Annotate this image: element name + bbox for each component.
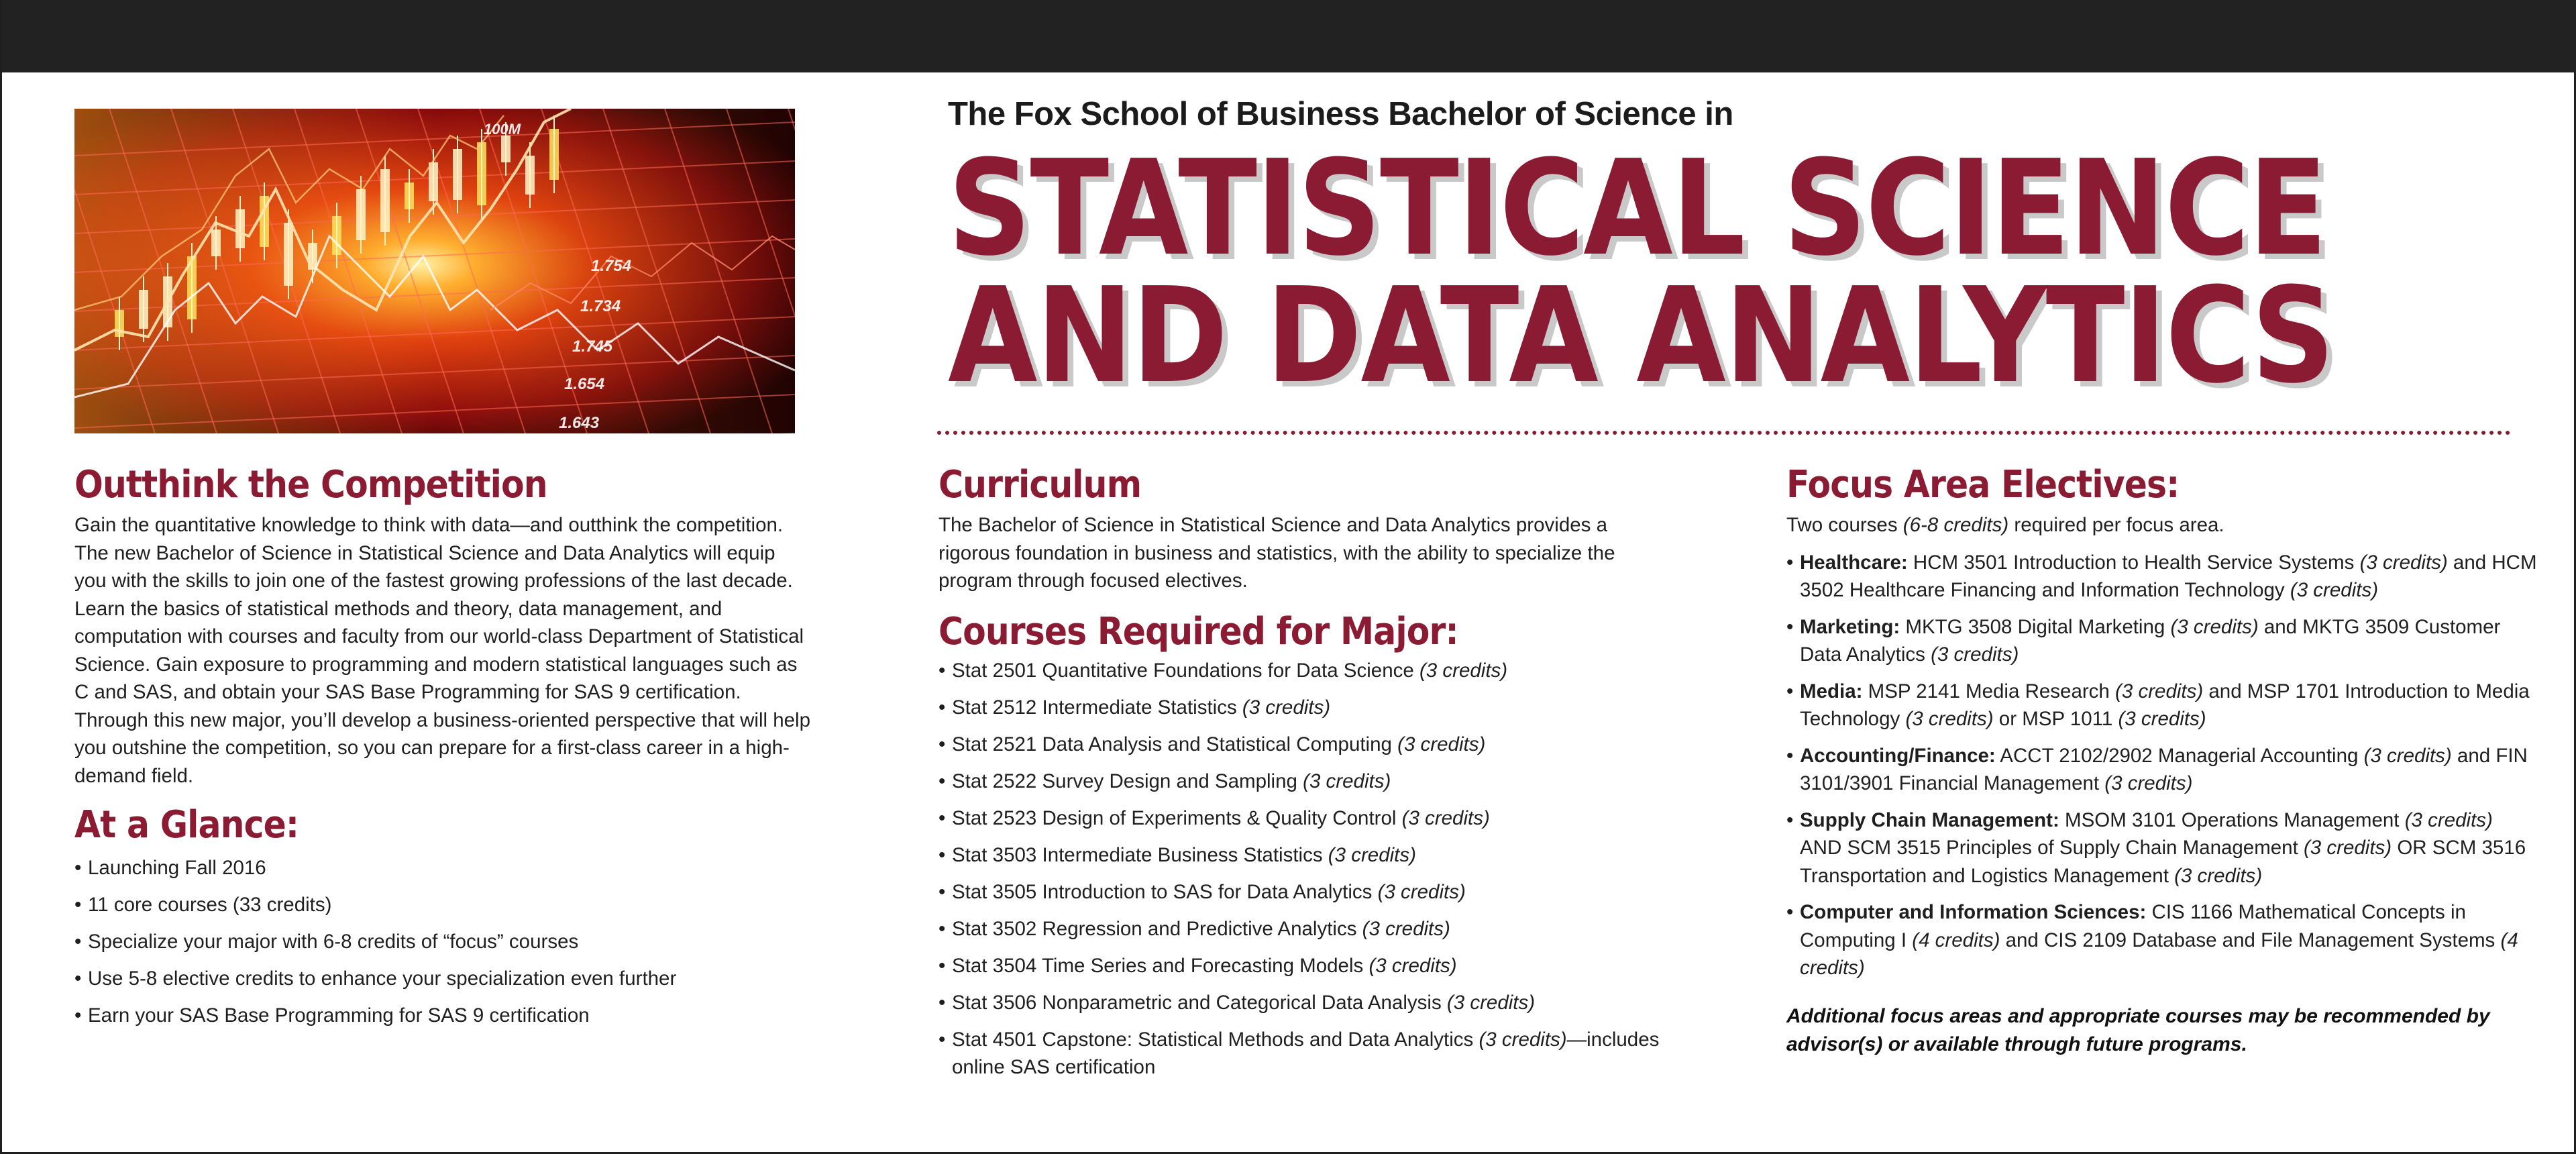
course-name: Stat 2512 Intermediate Statistics <box>952 696 1242 719</box>
column-right <box>1786 463 2538 1059</box>
focus-credits: (3 credits) <box>1905 708 1994 730</box>
focus-text: and MSP 1701 Introduction to Media Technology <box>1800 680 2530 730</box>
focus-credits: (3 credits) <box>2115 680 2204 702</box>
focus-text: and HCM 3502 Healthcare Financing and Information Technology <box>1800 551 2537 601</box>
focus-text: AND SCM 3515 Principles of Supply Chain Management <box>1800 837 2304 859</box>
course-credits: (3 credits) <box>1479 1028 1567 1051</box>
focus-list <box>1786 549 2538 982</box>
focus-credits: (4 credits) <box>1800 929 2518 979</box>
outthink-heading: Outthink the Competition <box>74 463 547 507</box>
focus-credits: (3 credits) <box>2404 808 2493 831</box>
courses-list <box>938 657 1676 1082</box>
column-left <box>74 463 812 1039</box>
focus-text: HCM 3501 Introduction to Health Service Systems <box>1907 551 2360 574</box>
focus-text: MSP 2141 Media Research <box>1862 680 2116 702</box>
program-subtitle: The Fox School of Business Bachelor of Science in <box>948 96 1733 132</box>
course-name: Stat 3506 Nonparametric and Categorical Data Analysis <box>952 991 1447 1014</box>
course-credits: (3 credits) <box>1303 770 1391 792</box>
course-item <box>938 768 1676 796</box>
glance-item: • 11 core courses (33 credits) <box>74 891 812 919</box>
course-credits: (3 credits) <box>1401 806 1490 829</box>
course-credits: (3 credits) <box>1419 659 1508 682</box>
course-credits: (3 credits) <box>1328 843 1416 866</box>
course-name: Stat 3504 Time Series and Forecasting Models <box>952 954 1369 977</box>
glance-item: • Specialize your major with 6-8 credits of “focus” courses <box>74 928 812 956</box>
focus-text: MSOM 3101 Operations Management <box>2059 808 2405 831</box>
course-item <box>938 694 1676 722</box>
hero-label-6: 1.643 <box>559 414 600 432</box>
course-item <box>938 804 1676 833</box>
course-note: —includes online SAS certification <box>952 1028 1660 1078</box>
hero-financial-chart-image <box>74 109 795 433</box>
focus-text: ACCT 2102/2902 Managerial Accounting <box>1995 744 2364 767</box>
course-credits: (3 credits) <box>1362 917 1450 940</box>
focus-credits: (3 credits) <box>1931 643 2019 666</box>
course-item <box>938 731 1676 759</box>
glance-item: • Earn your SAS Base Programming for SAS 9 certification <box>74 1002 812 1030</box>
column-middle <box>938 463 1676 1090</box>
focus-item-supply-chain <box>1786 806 2538 890</box>
glance-item: • Launching Fall 2016 <box>74 854 812 882</box>
course-name: Stat 3505 Introduction to SAS for Data Analytics <box>952 880 1378 903</box>
course-name: Stat 3503 Intermediate Business Statistics <box>952 843 1328 866</box>
glance-list <box>74 854 812 1030</box>
course-name: Stat 2521 Data Analysis and Statistical Computing <box>952 733 1398 755</box>
focus-item-marketing <box>1786 613 2538 669</box>
focus-item-accounting-finance <box>1786 742 2538 798</box>
glance-item: • Use 5-8 elective credits to enhance your specialization even further <box>74 965 812 993</box>
course-item <box>938 1026 1676 1082</box>
program-title-line-2: AND DATA ANALYTICS <box>948 260 2334 413</box>
focus-credits: (3 credits) <box>2303 837 2392 859</box>
outthink-body: Gain the quantitative knowledge to think with data—and outthink the competition. The new Bachelor of Science in Statistical Science and Data Analytics will equip you with the skills to join one of the fastest growing professions of the last decade. Learn the basics of statistical methods and theory, data management, and computation with courses and faculty from our world-class Department of Statistical Science. Gain exposure to programming and modern statistical languages such as C and SAS, and obtain your SAS Base Programming for SAS 9 certification. Through this new major, you’ll develop a business-oriented perspective that will help you outshine the competition, so you can prepare for a first-class career in a high-demand field. <box>74 514 811 787</box>
curriculum-body: The Bachelor of Science in Statistical Science and Data Analytics provides a rigorous foundation in business and statistics, with the ability to specialize the program through focused electives. <box>938 514 1615 592</box>
focus-credits: (3 credits) <box>2290 579 2379 601</box>
course-name: Stat 2522 Survey Design and Sampling <box>952 770 1303 792</box>
hero-label-4: 1.745 <box>572 337 613 356</box>
course-item <box>938 841 1676 870</box>
focus-text: OR SCM 3516 Transportation and Logistics Management <box>1800 837 2526 887</box>
focus-credits: (3 credits) <box>2363 744 2452 767</box>
hero-graphic <box>74 109 795 433</box>
focus-intro-credits: (6-8 credits) <box>1902 514 2009 536</box>
focus-item-cis <box>1786 898 2538 982</box>
course-item <box>938 952 1676 980</box>
course-credits: (3 credits) <box>1377 880 1466 903</box>
dotted-divider <box>937 431 2511 435</box>
focus-credits: (4 credits) <box>1912 929 2000 951</box>
glance-heading: At a Glance: <box>74 803 299 847</box>
focus-area: Healthcare: <box>1800 551 1908 574</box>
program-title-line-1: STATISTICAL SCIENCE <box>948 132 2326 285</box>
course-name: Stat 4501 Capstone: Statistical Methods and Data Analytics <box>952 1028 1479 1051</box>
focus-heading: Focus Area Electives: <box>1786 463 2180 507</box>
focus-text: or MSP 1011 <box>1993 708 2118 730</box>
top-bar <box>2 0 2576 72</box>
focus-area: Accounting/Finance: <box>1800 744 1996 767</box>
focus-text: CIS 1166 Mathematical Concepts in Computing I <box>1800 901 2466 951</box>
hero-label-2: 1.754 <box>591 257 632 275</box>
focus-area: Supply Chain Management: <box>1800 808 2059 831</box>
focus-credits: (3 credits) <box>2174 864 2263 887</box>
focus-area: Media: <box>1800 680 1863 702</box>
course-item <box>938 915 1676 943</box>
course-item <box>938 878 1676 906</box>
course-name: Stat 2523 Design of Experiments & Quality Control <box>952 806 1402 829</box>
focus-credits: (3 credits) <box>2118 708 2206 730</box>
course-credits: (3 credits) <box>1242 696 1331 719</box>
curriculum-heading: Curriculum <box>938 463 1142 507</box>
focus-area: Computer and Information Sciences: <box>1800 901 2147 923</box>
focus-area: Marketing: <box>1800 615 1900 638</box>
course-credits: (3 credits) <box>1368 954 1457 977</box>
focus-text: and FIN 3101/3901 Financial Management <box>1800 744 2528 794</box>
focus-note: Additional focus areas and appropriate courses may be recommended by advisor(s) or available through future programs. <box>1786 1004 2490 1055</box>
hero-label-1: 100M <box>484 121 521 138</box>
hero-label-3: 1.734 <box>580 297 621 315</box>
course-credits: (3 credits) <box>1397 733 1486 755</box>
focus-credits: (3 credits) <box>2359 551 2448 574</box>
focus-text: and CIS 2109 Database and File Management Systems <box>2000 929 2501 951</box>
program-header <box>948 94 2558 413</box>
focus-intro-a: Two courses <box>1786 514 1903 536</box>
course-name: Stat 2501 Quantitative Foundations for Data Science <box>952 659 1419 682</box>
course-item <box>938 657 1676 685</box>
focus-intro <box>1786 511 2538 539</box>
course-name: Stat 3502 Regression and Predictive Analytics <box>952 917 1362 940</box>
focus-intro-c: required per focus area. <box>2008 514 2224 536</box>
focus-credits: (3 credits) <box>2104 772 2193 794</box>
focus-text: MKTG 3508 Digital Marketing <box>1900 615 2171 638</box>
focus-text: and MKTG 3509 Customer Data Analytics <box>1800 615 2501 666</box>
focus-item-media <box>1786 678 2538 733</box>
course-credits: (3 credits) <box>1446 991 1536 1014</box>
course-item <box>938 989 1676 1017</box>
courses-heading: Courses Required for Major: <box>938 609 1458 653</box>
focus-item-healthcare <box>1786 549 2538 605</box>
hero-label-5: 1.654 <box>564 375 605 393</box>
focus-credits: (3 credits) <box>2170 615 2259 638</box>
